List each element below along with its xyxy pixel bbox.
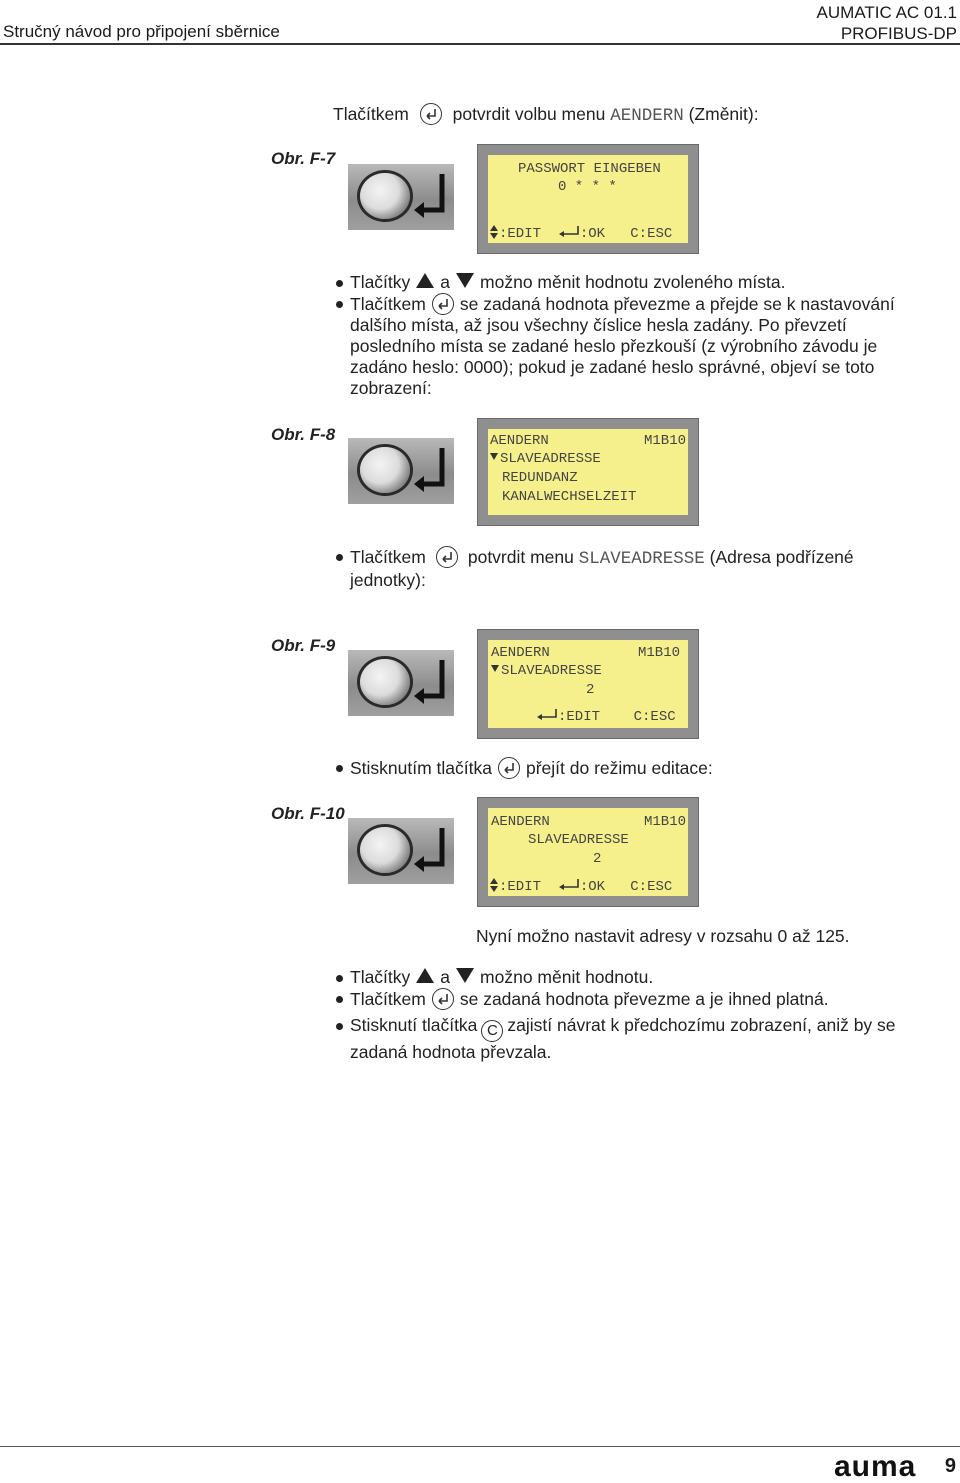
intro-line [333,103,759,127]
bullet-text [350,1015,896,1063]
bullet-dot [336,554,343,561]
bullet-pre: Tlačítky [350,272,411,292]
bullet-post: se zadaná hodnota převezme a je ihned platná. [459,989,829,1009]
bullet-post: se zadaná hodnota převezme a přejde se k nastavování [459,294,895,314]
knob-icon [360,827,410,873]
bullet-2-2 [336,988,936,1009]
lcd-line-2-text: SLAVEADRESSE [500,451,601,467]
enter-arrow-icon [410,656,450,710]
selection-arrow-icon [490,453,498,460]
device-keypad-f9 [348,650,454,716]
device-keypad-f7 [348,164,454,230]
bullet-post: možno měnit hodnotu zvoleného místa. [480,272,786,292]
bullet-post: potvrdit menu [467,547,574,567]
lcd-line-2 [490,451,601,467]
device-keypad-f8 [348,438,454,504]
lcd-edit: :EDIT [499,226,542,242]
header-rule [0,43,960,45]
bullet-text [350,272,786,293]
lcd-line-3: 2 [593,851,602,867]
up-arrow-icon [416,273,434,288]
lcd-line-4: KANALWECHSELZEIT [502,489,637,505]
lcd-line-2-text: SLAVEADRESSE [501,663,602,679]
knob-icon [360,447,410,493]
bullet-1 [336,272,936,293]
bullet-post: možno měnit hodnotu. [480,967,654,987]
header-title: Stručný návod pro připojení sběrnice [3,22,280,41]
intro-post: potvrdit volbu menu [452,104,606,124]
bullet-post: zajistí návrat k předchozímu zobrazení, aniž by se [507,1015,896,1035]
intro-tail: (Změnit): [688,104,759,124]
lcd-line-2: SLAVEADRESSE [528,832,629,848]
bullet-tail: (Adresa podřízené [709,547,854,567]
knob-icon [360,659,410,705]
enter-key-icon [420,103,442,125]
lcd-display-f8 [488,429,688,515]
lcd-line-2: 0 * * * [558,179,617,195]
bullet-f8 [336,546,936,590]
c-key-icon: C [481,1020,503,1042]
bullet-pre: Stisknutím tlačítka [350,758,492,778]
lcd-display-f9 [488,640,688,728]
header-product [817,2,957,44]
auma-logo: auma [834,1450,917,1483]
bullet-menu: SLAVEADRESSE [578,549,705,569]
knob-icon [360,173,410,219]
enter-icon [536,709,558,721]
figure-label-f8: Obr. F-8 [271,425,336,444]
enter-arrow-icon [410,444,450,498]
lcd-code: M1B10 [637,645,680,661]
bullet-text [350,757,713,779]
lcd-ok: :OK [579,226,606,242]
lcd-frame-f9 [477,629,699,739]
device-keypad-f10 [348,818,454,884]
bullet-text [350,293,895,399]
bullet-text [350,988,829,1010]
bullet-dot [336,301,343,308]
bullet-text [350,967,653,988]
lcd-esc: C:ESC [633,709,676,725]
figure-label-f10: Obr. F-10 [271,804,345,823]
lcd-softkeys [536,709,676,725]
selection-arrow-icon [491,665,499,672]
range-note: Nyní možno nastavit adresy v rozsahu 0 až 125. [476,926,850,946]
figure-label-f7: Obr. F-7 [271,149,336,168]
intro-pre: Tlačítkem [333,104,409,124]
intro-menu: AENDERN [610,106,684,126]
down-arrow-icon [456,273,474,288]
lcd-softkeys [490,225,672,242]
bullet-mid: a [440,272,451,292]
bullet-pre: Tlačítkem [350,989,426,1009]
bullet-2-1 [336,967,936,988]
lcd-ok: :OK [579,879,606,895]
enter-arrow-icon [410,824,450,878]
header-product-line1: AUMATIC AC 01.1 [816,3,957,22]
lcd-line-1: AENDERN [491,814,550,830]
lcd-softkeys [490,878,672,895]
lcd-frame-f7 [477,144,699,254]
bullet-mid: a [440,967,451,987]
enter-key-icon [498,757,520,779]
bullet-line: zadáno heslo: 0000); pokud je zadané heslo správné, objeví se toto [350,357,875,377]
up-arrow-icon [416,968,434,983]
bullet-pre: Tlačítkem [350,547,426,567]
bullet-line: posledního místa se zadané heslo přezkouší (z výrobního závodu je [350,336,878,356]
lcd-line-2 [491,663,602,679]
bullet-dot [336,765,343,772]
up-down-icon [490,878,499,892]
bullet-dot [336,975,343,982]
bullet-dot [336,996,343,1003]
bullet-2 [336,293,936,403]
lcd-edit: :EDIT [558,709,601,725]
lcd-display-f7 [488,155,688,243]
enter-key-icon [432,293,454,315]
lcd-line-1: AENDERN [490,433,549,449]
lcd-frame-f10 [477,797,699,907]
lcd-edit: :EDIT [499,879,542,895]
down-arrow-icon [456,968,474,983]
enter-key-icon [432,988,454,1010]
enter-icon [558,879,580,891]
lcd-esc: C:ESC [630,879,673,895]
bullet-pre: Tlačítky [350,967,411,987]
lcd-code: M1B10 [643,814,686,830]
lcd-line-3: 2 [586,682,595,698]
page-number: 9 [944,1455,956,1477]
bullet-post: přejít do režimu editace: [526,758,713,778]
bullet-dot [336,280,343,287]
bullet-line: dalšího místa, až jsou všechny číslice hesla zadány. Po převzetí [350,315,847,335]
lcd-line-1: PASSWORT EINGEBEN [518,161,661,177]
bullet-2-3 [336,1015,946,1062]
bullet-f9 [336,757,936,779]
lcd-display-f10 [488,808,688,896]
bullet-pre: Stisknutí tlačítka [350,1015,478,1035]
lcd-esc: C:ESC [630,226,673,242]
footer-rule [0,1446,960,1447]
lcd-code: M1B10 [643,433,686,449]
enter-arrow-icon [410,170,450,224]
enter-key-icon [436,546,458,568]
bullet-pre: Tlačítkem [350,294,426,314]
lcd-line-1: AENDERN [491,645,550,661]
enter-icon [558,226,580,238]
lcd-line-3: REDUNDANZ [502,470,578,486]
bullet-text [350,546,854,591]
figure-label-f9: Obr. F-9 [271,636,336,655]
bullet-dot [336,1023,343,1030]
bullet-line: zadaná hodnota převzala. [350,1042,552,1062]
bullet-line: jednotky): [350,570,426,590]
up-down-icon [490,225,499,239]
lcd-frame-f8 [477,418,699,526]
bullet-line: zobrazení: [350,378,432,398]
header-product-line2: PROFIBUS-DP [840,24,957,43]
